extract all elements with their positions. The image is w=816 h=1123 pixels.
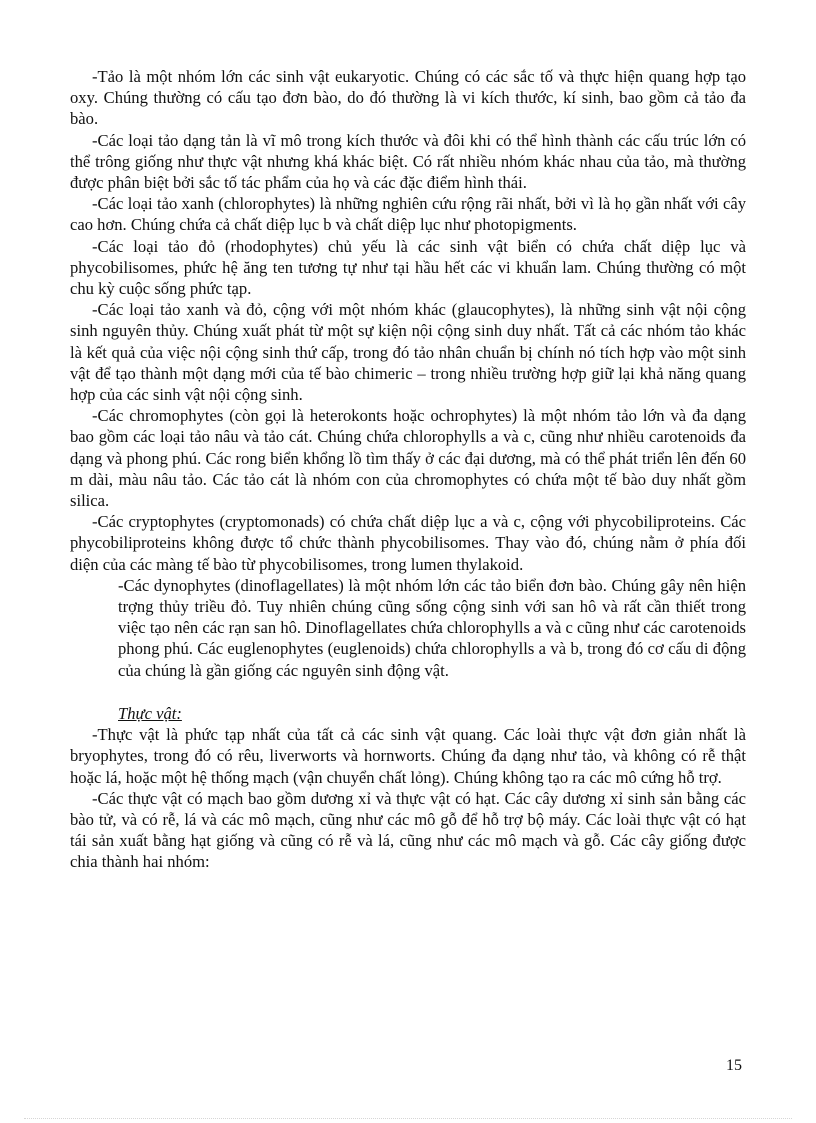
paragraph-endosymbiosis: -Các loại tảo xanh và đỏ, cộng với một nhóm khác (glaucophytes), là những sinh vật nội cộng sinh nguyên thủy. Chúng xuất phát từ một sự kiện nội cộng sinh duy nhất. Tất cả các nhóm tảo khác là kết quả của việc nội cộng sinh thứ cấp, trong đó tảo nhân chuẩn bị chính nó tích hợp vào một sinh vật để tạo thành một dạng mới của tế bào chimeric – trong nhiều trường hợp giữ lại khả năng quang hợp của các sinh vật nội cộng sinh. [70, 300, 746, 405]
document-body [70, 66, 746, 873]
paragraph-red-algae: -Các loại tảo đỏ (rhodophytes) chủ yếu là các sinh vật biển có chứa chất diệp lục và phycobilisomes, phức hệ ăng ten tương tự như tại hầu hết các vi khuẩn lam. Chúng thường có một chu kỳ cuộc sống phức tạp. [70, 236, 746, 299]
page-bottom-divider [24, 1118, 792, 1119]
paragraph-dinophytes: -Các dynophytes (dinoflagellates) là một nhóm lớn các tảo biển đơn bào. Chúng gây nên hiện trợng thủy triều đỏ. Tuy nhiên chúng cũng sống cộng sinh với san hô và rất cần thiết trong việc tạo nên các rạn san hô. Dinoflagellates chứa chlorophylls a và c cũng như các carotenoids phong phú. Các euglenophytes (euglenoids) chứa chlorophylls a và b, trong đó cơ cấu di động của chúng là gần giống các nguyên sinh động vật. [118, 575, 746, 680]
paragraph-green-algae: -Các loại tảo xanh (chlorophytes) là những nghiên cứu rộng rãi nhất, bởi vì là họ gần nhất với cây cao hơn. Chúng chứa cả chất diệp lục b và chất diệp lục như photopigments. [70, 194, 746, 235]
paragraph-chromophytes: -Các chromophytes (còn gọi là heterokonts hoặc ochrophytes) là một nhóm tảo lớn và đa dạng bao gồm các loại tảo nâu và tảo cát. Chúng chứa chlorophylls a và c, cũng như nhiều carotenoids đa dạng và phong phú. Các rong biển khổng lồ tìm thấy ở các đại dương, mà có thể phát triển lên đến 60 m dài, màu nâu tảo. Các tảo cát là nhóm con của chromophytes có chứa một tế bào duy nhất gồm silica. [70, 406, 746, 511]
paragraph-thallus-algae: -Các loại tảo dạng tản là vĩ mô trong kích thước và đôi khi có thể hình thành các cấu trúc lớn có thể trông giống như thực vật nhưng khá khác biệt. Có rất nhiều nhóm khác nhau của tảo, mà thường được phân biệt bởi sắc tố tác phẩm của họ và các đặc điểm hình thái. [70, 130, 746, 193]
paragraph-algae-overview: -Tảo là một nhóm lớn các sinh vật eukaryotic. Chúng có các sắc tố và thực hiện quang hợp tạo oxy. Chúng thường có cấu tạo đơn bào, do đó thường là vi kích thước, kí sinh, bao gồm cả tảo đa bào. [70, 67, 746, 129]
section-heading-plants: Thực vật: [118, 703, 182, 723]
paragraph-vascular-plants: -Các thực vật có mạch bao gồm dương xỉ và thực vật có hạt. Các cây dương xỉ sinh sản bằng các bào tử, và có rễ, lá và các mô mạch, cũng như các mô gỗ để hỗ trợ bộ máy. Các loài thực vật có hạt tái sản xuất bằng hạt giống và cũng có rễ và lá, cũng như các mô mạch và gỗ. Các cây giống được chia thành hai nhóm: [70, 788, 746, 872]
page-number: 15 [726, 1057, 742, 1074]
paragraph-cryptophytes: -Các cryptophytes (cryptomonads) có chứa chất diệp lục a và c, cộng với phycobiliproteins. Các phycobiliproteins không được tổ chức thành phycobilisomes. Thay vào đó, chúng nằm ở phía đối diện của các màng tế bào từ phycobilisomes, trong lumen thylakoid. [70, 512, 746, 574]
paragraph-bryophytes: -Thực vật là phức tạp nhất của tất cả các sinh vật quang. Các loài thực vật đơn giản nhất là bryophytes, trong đó có rêu, liverworts và hornworts. Chúng đa dạng như tảo, và không có rễ thật hoặc lá, hoặc một hệ thống mạch (vận chuyển chất lỏng). Chúng không tạo ra các mô cứng hỗ trợ. [70, 725, 746, 787]
